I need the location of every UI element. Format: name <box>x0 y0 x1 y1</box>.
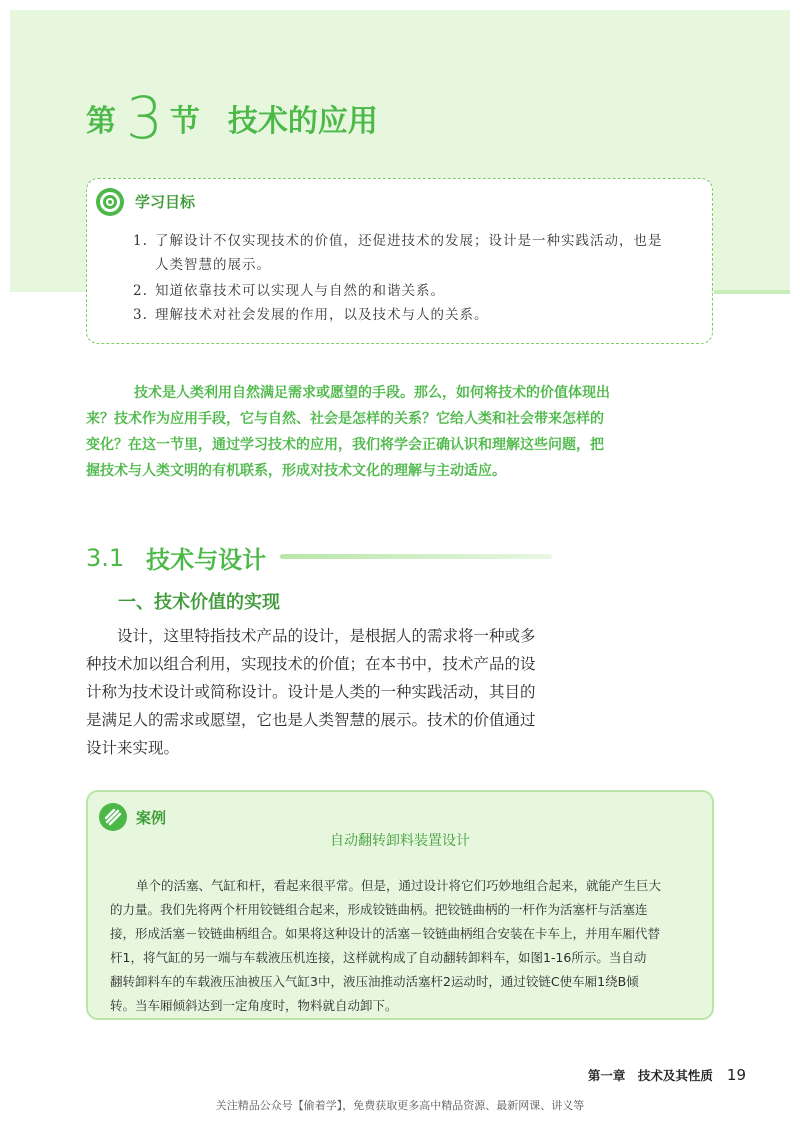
intro-line: 来？技术作为应用手段，它与自然、社会是怎样的关系？它给人类和社会带来怎样的 <box>86 411 604 427</box>
learning-goals-box <box>86 178 713 344</box>
case-box <box>86 790 714 1020</box>
heading-technology-value: 一、技术价值的实现 <box>118 592 280 613</box>
watermark-text: 关注精品公众号【偷着学】，免费获取更多高中精品资源、最新网课、讲义等 <box>215 1099 585 1112</box>
section-name: 技术的应用 <box>227 104 378 139</box>
body-line: 是满足人的需求或愿望，它也是人类智慧的展示。技术的价值通过 <box>86 711 536 729</box>
footer-chapter: 第一章 技术及其性质 <box>587 1068 713 1083</box>
goals-label: 学习目标 <box>135 193 196 211</box>
subsection-title: 技术与设计 <box>146 546 267 574</box>
subsection-heading <box>86 540 266 575</box>
section-prefix: 第 <box>86 104 116 139</box>
section-number: 3 <box>126 84 162 152</box>
section-suffix: 节 <box>169 104 200 139</box>
case-label: 案例 <box>136 809 167 827</box>
goal-number: 1. <box>133 233 148 249</box>
case-line: 的力量。我们先将两个杆用铰链组合起来，形成铰链曲柄。把铰链曲柄的一杆作为活塞杆与活塞连 <box>110 902 648 917</box>
case-line: 接，形成活塞－铰链曲柄组合。如果将这种设计的活塞－铰链曲柄组合安装在卡车上，并用车厢代替 <box>110 926 661 941</box>
section-title <box>86 84 378 152</box>
intro-line: 变化？在这一节里，通过学习技术的应用，我们将学会正确认识和理解这些问题，把 <box>86 437 604 453</box>
goal-text: 了解设计不仅实现技术的价值，还促进技术的发展；设计是一种实践活动，也是 <box>155 233 663 249</box>
goal-item-3 <box>133 303 489 327</box>
case-line: 翻转卸料车的车载液压油被压入气缸3中，液压油推动活塞杆2运动时，通过铰链C使车厢1绕B倾 <box>110 974 639 989</box>
intro-line: 握技术与人类文明的有机联系，形成对技术文化的理解与主动适应。 <box>86 463 506 479</box>
case-icon <box>98 802 128 832</box>
subsection-divider <box>280 554 552 559</box>
goal-number: 3. <box>133 307 148 323</box>
goal-number: 2. <box>133 283 148 299</box>
body-paragraph <box>86 622 566 762</box>
case-line: 单个的活塞、气缸和杆，看起来很平常。但是，通过设计将它们巧妙地组合起来，就能产生巨大 <box>136 878 662 893</box>
intro-line: 技术是人类利用自然满足需求或愿望的手段。那么，如何将技术的价值体现出 <box>134 385 610 401</box>
intro-paragraph <box>86 380 674 484</box>
target-icon <box>95 187 125 217</box>
case-line: 转。当车厢倾斜达到一定角度时，物料就自动卸下。 <box>110 998 398 1013</box>
body-line: 计称为技术设计或简称设计。设计是人类的一种实践活动，其目的 <box>86 683 536 701</box>
body-line: 种技术加以组合利用，实现技术的价值；在本书中，技术产品的设 <box>86 655 536 673</box>
body-line: 设计，这里特指技术产品的设计，是根据人的需求将一种或多 <box>117 627 536 645</box>
page-number: 19 <box>726 1066 746 1084</box>
case-paragraph <box>110 874 700 1018</box>
goal-text: 知道依靠技术可以实现人与自然的和谐关系。 <box>155 283 445 299</box>
goal-item-1 <box>133 229 663 253</box>
goal-item-2 <box>133 279 445 303</box>
subsection-number: 3.1 <box>86 543 125 572</box>
header-rule <box>714 290 790 294</box>
body-line: 设计来实现。 <box>86 739 180 757</box>
case-line: 杆1，将气缸的另一端与车载液压机连接，这样就构成了自动翻转卸料车，如图1-16所示。当自动 <box>110 950 647 965</box>
goal-item-1-cont: 人类智慧的展示。 <box>155 257 271 273</box>
page-footer <box>588 1066 746 1084</box>
goal-text: 理解技术对社会发展的作用，以及技术与人的关系。 <box>155 307 489 323</box>
case-title: 自动翻转卸料装置设计 <box>330 833 470 849</box>
